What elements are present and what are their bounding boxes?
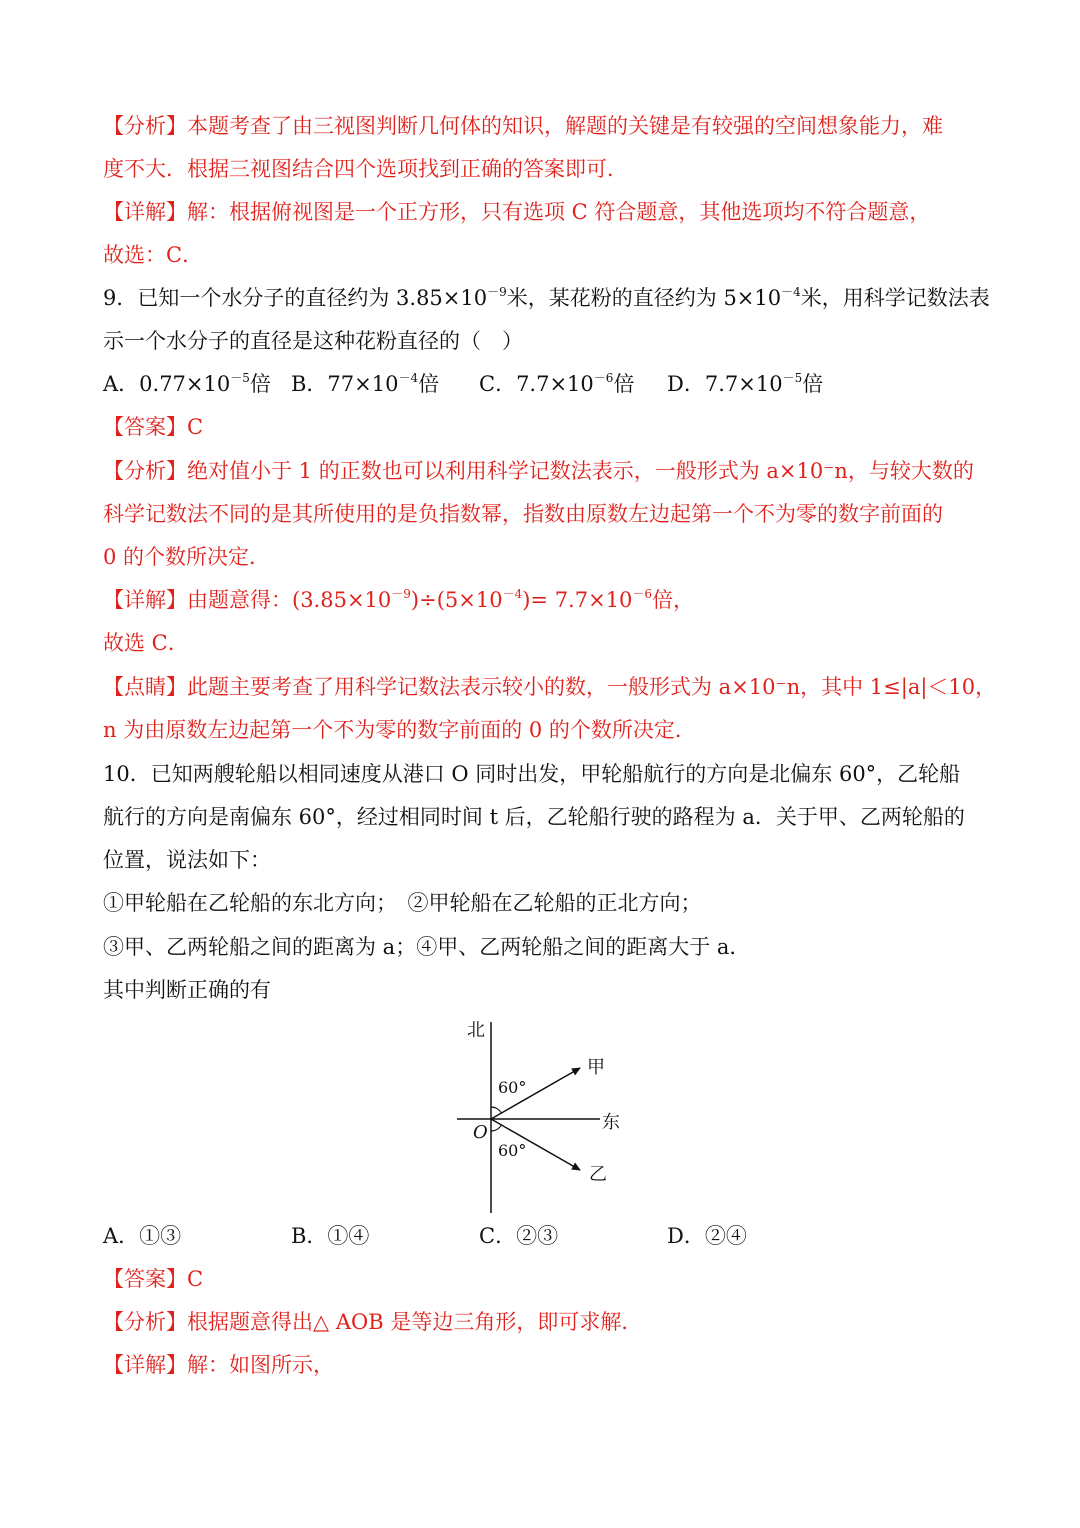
q9-detail-exp2: －4 [502, 587, 523, 601]
q9-detail-exp1: －9 [391, 587, 411, 601]
q9-option-b-label: B．77×10 [291, 372, 399, 396]
q9-detail-b: )÷(5×10 [410, 588, 503, 612]
origin-label: O [473, 1122, 488, 1143]
q9-detail-a: 【详解】由题意得：(3.85×10 [103, 588, 392, 612]
q9-stem-c: 米，用科学记数法表 [800, 286, 990, 310]
q9-stem-line2: 示一个水分子的直径是这种花粉直径的（ ） [103, 329, 523, 353]
q9-option-d-label: D．7.7×10 [667, 372, 783, 396]
ship-a-label: 甲 [587, 1057, 605, 1078]
q10-statements-line2: ③甲、乙两轮船之间的距离为 a；④甲、乙两轮船之间的距离大于 a． [103, 935, 751, 959]
q8-analysis-line1: 【分析】本题考查了由三视图判断几何体的知识，解题的关键是有较强的空间想象能力，难 [103, 114, 943, 138]
q9-stem-line1 [103, 283, 990, 313]
q8-detail-line2: 故选：C． [103, 243, 204, 267]
q8-analysis-line2: 度不大．根据三视图结合四个选项找到正确的答案即可． [103, 157, 628, 181]
q9-comment-line1: 【点睛】此题主要考查了用科学记数法表示较小的数，一般形式为 a×10⁻n，其中 1≤|a|＜10， [103, 675, 997, 699]
q9-option-b-exp: －4 [398, 371, 419, 385]
q9-detail-line [103, 585, 983, 615]
q10-stem-line2: 航行的方向是南偏东 60°，经过相同时间 t 后，乙轮船行驶的路程为 a．关于甲、乙两轮船的 [103, 805, 965, 829]
q10-answer: 【答案】C [103, 1267, 204, 1291]
q9-option-b[interactable] [291, 369, 439, 399]
q10-stem-line1: 10．已知两艘轮船以相同速度从港口 O 同时出发，甲轮船航行的方向是北偏东 60°，乙轮船 [103, 762, 961, 786]
q10-option-d[interactable]: D．②④ [667, 1224, 747, 1248]
angle-arc-bottom [491, 1125, 501, 1131]
angle-arc-top [491, 1107, 501, 1113]
q10-option-a[interactable]: A．①③ [103, 1224, 182, 1248]
q10-direction-figure [440, 1010, 640, 1220]
q9-detail-exp3: －6 [632, 587, 653, 601]
q9-stem-exp2: －4 [781, 285, 801, 299]
q9-option-c-label: C．7.7×10 [479, 372, 594, 396]
q10-analysis: 【分析】根据题意得出△ AOB 是等边三角形，即可求解． [103, 1310, 643, 1334]
q9-option-d[interactable] [667, 369, 823, 399]
q9-answer: 【答案】C [103, 415, 204, 439]
angle-bottom-label: 60° [498, 1141, 527, 1160]
q9-stem-exp1: －9 [487, 285, 507, 299]
q9-option-c[interactable] [479, 369, 634, 399]
q10-statements-line1: ①甲轮船在乙轮船的东北方向； ②甲轮船在乙轮船的正北方向； [103, 891, 702, 915]
q9-option-a-label: A．0.77×10 [103, 372, 231, 396]
q9-analysis-line1: 【分析】绝对值小于 1 的正数也可以利用科学记数法表示，一般形式为 a×10⁻n，与较大数的 [103, 459, 974, 483]
ship-b-label: 乙 [589, 1164, 607, 1185]
q9-comment-line2: n 为由原数左边起第一个不为零的数字前面的 0 的个数所决定． [103, 718, 696, 742]
q9-option-d-exp: －5 [782, 371, 803, 385]
q9-option-d-unit: 倍 [802, 372, 824, 396]
q9-analysis-line2: 科学记数法不同的是其所使用的是负指数幂，指数由原数左边起第一个不为零的数字前面的 [103, 502, 943, 526]
q8-detail-line1: 【详解】解：根据俯视图是一个正方形，只有选项 C 符合题意，其他选项均不符合题意， [103, 200, 931, 224]
q10-detail: 【详解】解：如图所示， [103, 1353, 334, 1377]
q9-detail-c: )= 7.7×10 [522, 588, 633, 612]
q9-option-c-unit: 倍 [613, 372, 635, 396]
q10-options [103, 1221, 983, 1251]
q10-question: 其中判断正确的有 [103, 978, 271, 1002]
q9-option-a-exp: －5 [230, 371, 250, 385]
north-label: 北 [467, 1020, 485, 1041]
q10-option-c[interactable]: C．②③ [479, 1224, 559, 1248]
east-label: 东 [602, 1112, 620, 1133]
q9-stem-b: 米，某花粉的直径约为 5×10 [506, 286, 782, 310]
q9-options [103, 369, 983, 399]
q10-option-b[interactable]: B．①④ [291, 1224, 370, 1248]
q9-option-b-unit: 倍 [418, 372, 440, 396]
q9-option-a[interactable] [103, 369, 271, 399]
angle-top-label: 60° [498, 1078, 527, 1097]
q10-stem-line3: 位置，说法如下： [103, 848, 271, 872]
q9-analysis-line3: 0 的个数所决定． [103, 545, 271, 569]
q9-conclusion: 故选 C． [103, 631, 189, 655]
q9-stem-a: 9．已知一个水分子的直径约为 3.85×10 [103, 286, 488, 310]
q9-detail-d: 倍， [652, 588, 695, 612]
q9-option-a-unit: 倍 [249, 372, 271, 396]
q9-option-c-exp: －6 [593, 371, 614, 385]
